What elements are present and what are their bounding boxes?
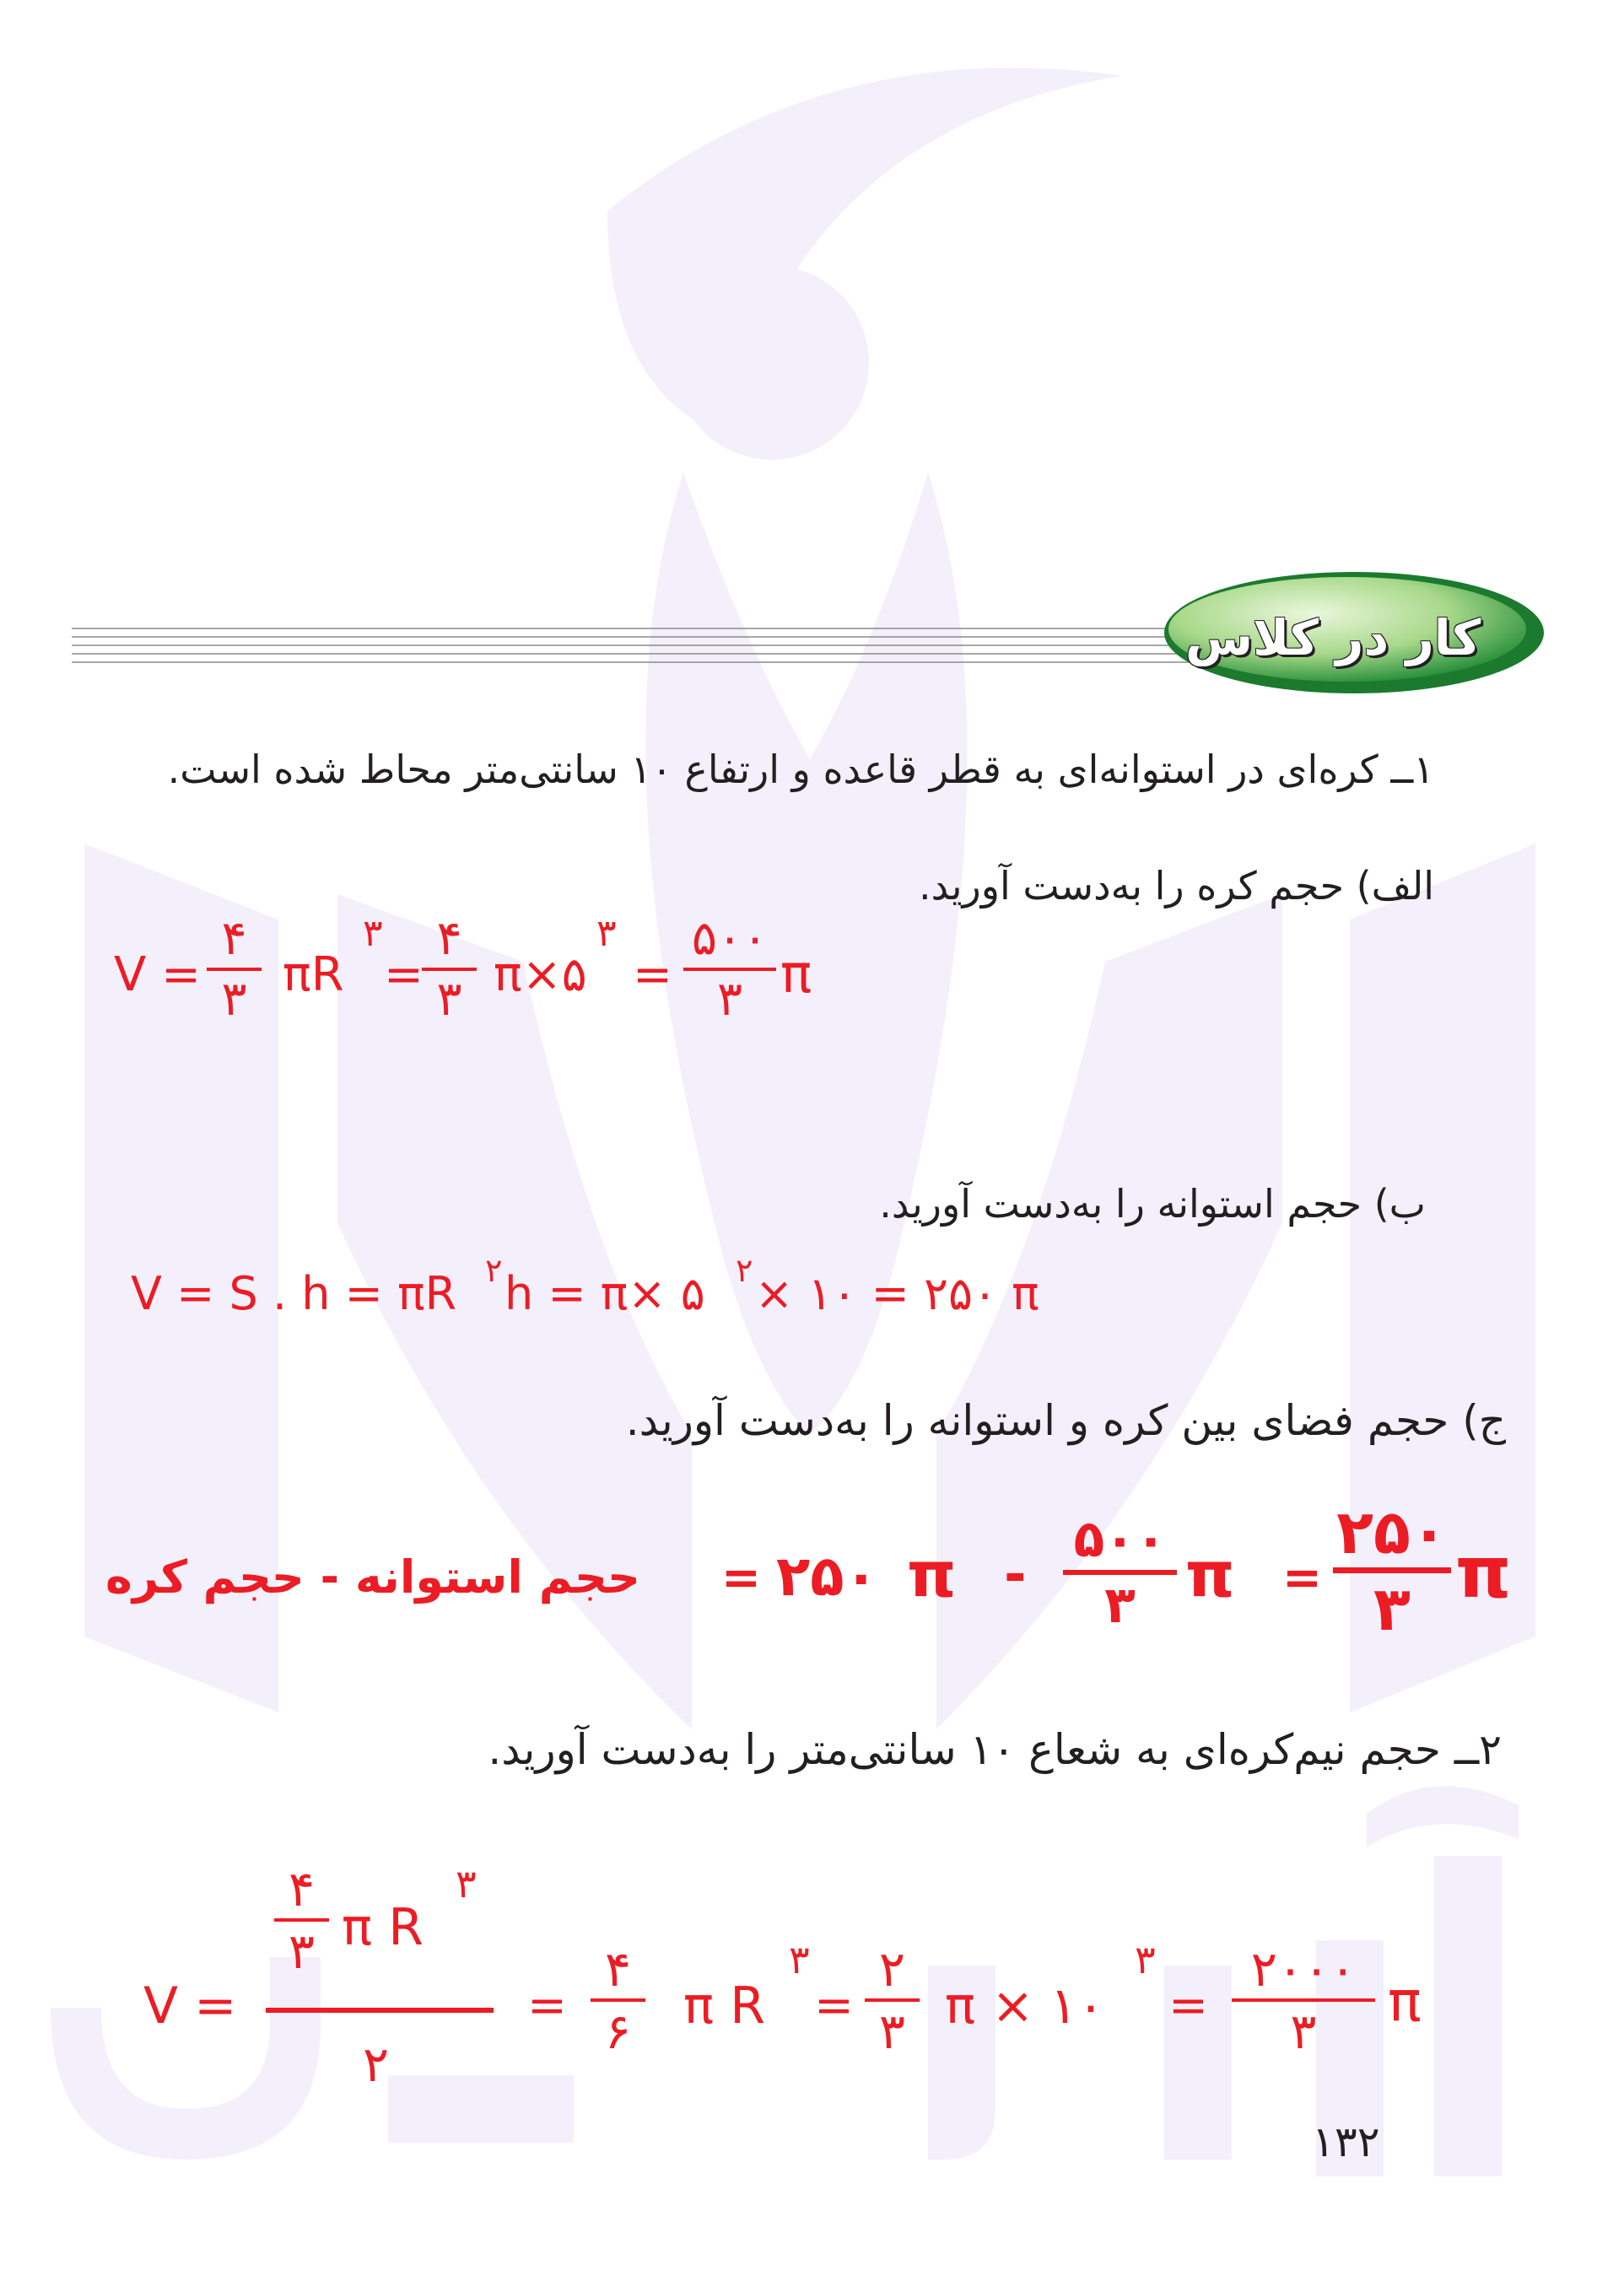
answer-a-lhs: V = bbox=[114, 947, 202, 1002]
answer-b-exponent-1: ۲ bbox=[485, 1252, 503, 1289]
problem1-part-c: ج) حجم فضای بین کره و استوانه را به‌دست آورید. bbox=[625, 1396, 1506, 1445]
numerator: ۴ bbox=[221, 911, 247, 966]
answer-a-term-1: πR bbox=[283, 947, 344, 1002]
answer-a-term-2: π×۵ bbox=[494, 947, 587, 1002]
numerator: ۴ bbox=[436, 911, 462, 966]
answer-a-fraction-2 bbox=[422, 911, 477, 1027]
denominator: ۳ bbox=[1290, 2003, 1317, 2060]
answer-c-equals-2: = bbox=[1282, 1550, 1322, 1605]
numerator: ۵۰۰ bbox=[691, 911, 769, 966]
answer-b-rest: × ۱۰ = ۲۵۰ π bbox=[755, 1267, 1039, 1320]
numerator: ۲ bbox=[878, 1940, 906, 1998]
denominator: ۳ bbox=[716, 972, 743, 1027]
denominator: ۳ bbox=[1373, 1573, 1411, 1644]
answer-d-main-fraction-bar bbox=[266, 2008, 494, 2013]
answer-a-pi: π bbox=[780, 943, 812, 1005]
answer-a-equals-2: = bbox=[633, 947, 672, 1002]
page-number: ۱۳۲ bbox=[1312, 2117, 1380, 2166]
answer-d-main-denominator: ۲ bbox=[363, 2036, 390, 2093]
answer-c-fraction-1 bbox=[1063, 1510, 1177, 1635]
denominator: ۳ bbox=[1104, 1576, 1136, 1635]
answer-c-pi-1: π bbox=[907, 1539, 957, 1611]
numerator: ۴ bbox=[288, 1860, 316, 1917]
numerator: ۲۰۰۰ bbox=[1250, 1940, 1357, 1998]
answer-c-fraction-2 bbox=[1333, 1497, 1451, 1644]
answer-a-exponent-1: ۳ bbox=[363, 912, 383, 955]
denominator: ۳ bbox=[878, 2003, 906, 2060]
answer-a-fraction-1 bbox=[207, 911, 262, 1027]
answer-d-term-2: π R bbox=[683, 1977, 765, 2036]
answer-d-equals-1: = bbox=[527, 1978, 567, 2033]
answer-b-exponent-2: ۲ bbox=[736, 1252, 753, 1289]
problem2-statement: ٢ــ حجم نیم‌کره‌ای به شعاع ١٠ سانتی‌متر را به‌دست آورید. bbox=[488, 1725, 1502, 1774]
answer-c-value: ۲۵۰ bbox=[776, 1544, 878, 1609]
answer-c-pi-2: π bbox=[1185, 1539, 1235, 1611]
answer-d-exponent-3: ۳ bbox=[1135, 1937, 1156, 1982]
denominator: ۳ bbox=[288, 1923, 316, 1980]
answer-d-inner-exponent: ۳ bbox=[456, 1861, 477, 1906]
denominator: ۶ bbox=[604, 2003, 632, 2060]
numerator: ۴ bbox=[604, 1940, 632, 1998]
answer-a-equals-1: = bbox=[384, 947, 424, 1002]
answer-d-term-3: π × ۱۰ bbox=[945, 1977, 1104, 2036]
answer-d-fraction-2 bbox=[591, 1940, 645, 2060]
answer-d-lhs: V = bbox=[143, 1977, 237, 2036]
header-rule-lines bbox=[72, 620, 1270, 671]
answer-d-exponent-2: ۳ bbox=[789, 1937, 810, 1982]
answer-d-fraction-4 bbox=[1232, 1940, 1375, 2060]
answer-c-pi-3: π bbox=[1455, 1531, 1512, 1614]
answer-d-equals-3: = bbox=[1168, 1978, 1208, 2033]
problem1-statement: ١ــ کره‌ای در استوانه‌ای به قطر قاعده و ارتفاع ١٠ سانتی‌متر محاط شده است. bbox=[167, 747, 1434, 792]
header-badge-title: کار در کلاس bbox=[1185, 609, 1481, 666]
problem1-part-a: الف) حجم کره را به‌دست آورید. bbox=[918, 863, 1434, 909]
denominator: ۳ bbox=[436, 972, 462, 1027]
answer-d-inner-term: π R bbox=[342, 1898, 424, 1957]
numerator: ۲۵۰ bbox=[1336, 1497, 1448, 1567]
answer-a-fraction-3 bbox=[683, 911, 776, 1027]
answer-a-exponent-2: ۳ bbox=[596, 912, 617, 955]
answer-b-middle: h = π× ۵ bbox=[504, 1267, 705, 1320]
answer-d-fraction-3 bbox=[865, 1940, 920, 2060]
problem1-part-b: ب) حجم استوانه را به‌دست آورید. bbox=[879, 1181, 1426, 1227]
answer-c-equals-1: = bbox=[721, 1550, 761, 1605]
answer-b-main: V = S . h = πR bbox=[131, 1267, 457, 1320]
answer-d-pi: π bbox=[1388, 1969, 1422, 2034]
answer-c-words: حجم استوانه - حجم کره bbox=[105, 1550, 640, 1604]
answer-c-minus: - bbox=[1004, 1544, 1027, 1606]
denominator: ۳ bbox=[221, 972, 247, 1027]
answer-d-equals-2: = bbox=[814, 1978, 854, 2033]
answer-d-inner-fraction bbox=[274, 1860, 329, 1980]
numerator: ۵۰۰ bbox=[1073, 1510, 1167, 1569]
